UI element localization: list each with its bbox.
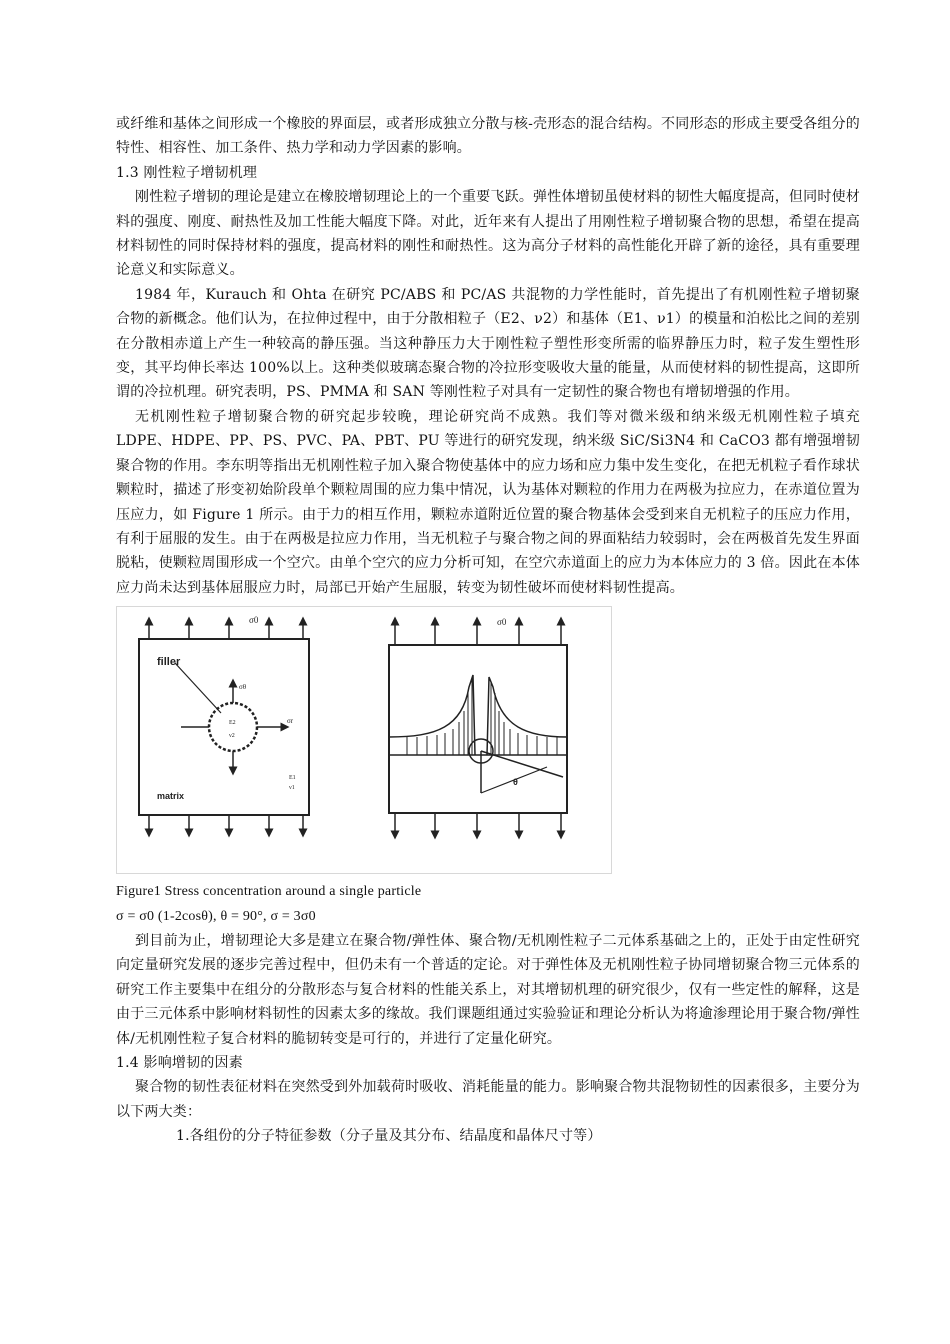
section-heading-1-4: 1.4 影响增韧的因素	[116, 1054, 243, 1071]
paragraph-toughness-factors: 聚合物的韧性表征材料在突然受到外加载荷时吸收、消耗能量的能力。影响聚合物共混物韧性的因素很多，主要分为以下两大类：	[116, 1079, 860, 1120]
section-heading-1-3: 1.3 刚性粒子增韧机理	[116, 164, 258, 181]
label-v2: ν2	[229, 733, 235, 740]
page-content	[116, 112, 860, 1149]
label-sigma0-left: σ0	[249, 615, 259, 626]
paragraph-kurauch-ohta: 1984 年，Kurauch 和 Ohta 在研究 PC/ABS 和 PC/AS 共混物的力学性能时，首先提出了有机刚性粒子增韧聚合物的新概念。他们认为，在拉伸过程中，由于分散相粒子（E2、ν2）和基体（E1、ν1）的模量和泊松比之间的差别在分散相赤道上产生一种较高的静压强。当这种静压力大于刚性粒子塑性形变所需的临界静压力时，粒子发生塑性形变，其平均伸长率达 100%以上。这种类似玻璃态聚合物的冷拉形变吸收大量的能量，从而使材料的韧性提高，这即所谓的冷拉机理。研究表明，PS、PMMA 和 SAN 等刚性粒子对具有一定韧性的聚合物也有增韧增强的作用。	[116, 286, 860, 401]
left-panel-matrix-particle	[139, 621, 309, 833]
right-panel-stress-distribution	[389, 621, 567, 835]
label-matrix: matrix	[157, 791, 185, 802]
label-v1: ν1	[289, 785, 295, 792]
paragraph-rigid-particle-theory: 刚性粒子增韧的理论是建立在橡胶增韧理论上的一个重要飞跃。弹性体增韧虽使材料的韧性大幅度提高，但同时使材料的强度、刚度、耐热性及加工性能大幅度下降。对此，近年来有人提出了用刚性粒子增韧聚合物的思想，希望在提高材料韧性的同时保持材料的强度，提高材料的刚性和耐热性。这为高分子材料的高性能化开辟了新的途径，具有重要理论意义和实际意义。	[116, 189, 860, 279]
label-sigma-r: σr	[287, 717, 294, 726]
list-item-molecular-parameters: 1.各组份的分子特征参数（分子量及其分布、结晶度和晶体尺寸等）	[176, 1128, 602, 1145]
paragraph-current-theory: 到目前为止，增韧理论大多是建立在聚合物/弹性体、聚合物/无机刚性粒子二元体系基础之上的，正处于由定性研究向定量研究发展的逐步完善过程中，但仍未有一个普适的定论。对于弹性体及无机刚性粒子协同增韧聚合物三元体系的研究工作主要集中在组分的分散形态与复合材料的性能关系上，对其增韧机理的研究很少，仅有一些定性的解释，这是由于三元体系中影响材料韧性的因素太多的缘故。我们课题组通过实验验证和理论分析认为将逾渗理论用于聚合物/弹性体/无机刚性粒子复合材料的脆韧转变是可行的，并进行了定量化研究。	[116, 932, 860, 1047]
paragraph-inorganic-particles: 无机刚性粒子增韧聚合物的研究起步较晚，理论研究尚不成熟。我们等对微米级和纳米级无机刚性粒子填充 LDPE、HDPE、PP、PS、PVC、PA、PBT、PU 等进行的研究发现，纳米级 SiC/Si3N4 和 CaCO3 都有增强增韧聚合物的作用。李东明等指出无机刚性粒子加入聚合物使基体中的应力场和应力集中发生变化，在把无机粒子看作球状颗粒时，描述了形变初始阶段单个颗粒周围的应力集中情况，认为基体对颗粒的作用力在两极为拉应力，在赤道位置为压应力，如 Figure 1 所示。由于力的相互作用，颗粒赤道附近位置的聚合物基体会受到来自无机粒子的压应力作用，有利于屈服的发生。由于在两极是拉应力作用，当无机粒子与聚合物之间的界面粘结力较弱时，会在两极首先发生界面脱粘，使颗粒周围形成一个空穴。由单个空穴的应力分析可知，在空穴赤道面上的应力为本体应力的 3 倍。因此在本体应力尚未达到基体屈服应力时，局部已开始产生屈服，转变为韧性破坏而使材料韧性提高。	[116, 408, 860, 596]
label-E2: E2	[229, 720, 236, 727]
label-E1: E1	[289, 775, 296, 782]
paragraph-morphology: 或纤维和基体之间形成一个橡胶的界面层，或者形成独立分散与核-壳形态的混合结构。不同形态的形成主要受各组分的特性、相容性、加工条件、热力学和动力学因素的影响。	[116, 116, 860, 157]
figure-equation: σ = σ0 (1-2cosθ), θ = 90°, σ = 3σ0	[116, 908, 316, 924]
label-sigma-theta: σθ	[239, 683, 247, 692]
label-theta: θ	[513, 777, 518, 788]
label-sigma0-right: σ0	[497, 617, 507, 628]
label-filler: filler	[157, 656, 181, 669]
figure-caption: Figure1 Stress concentration around a single particle	[116, 884, 422, 900]
figure-1-stress-diagram	[116, 606, 612, 874]
